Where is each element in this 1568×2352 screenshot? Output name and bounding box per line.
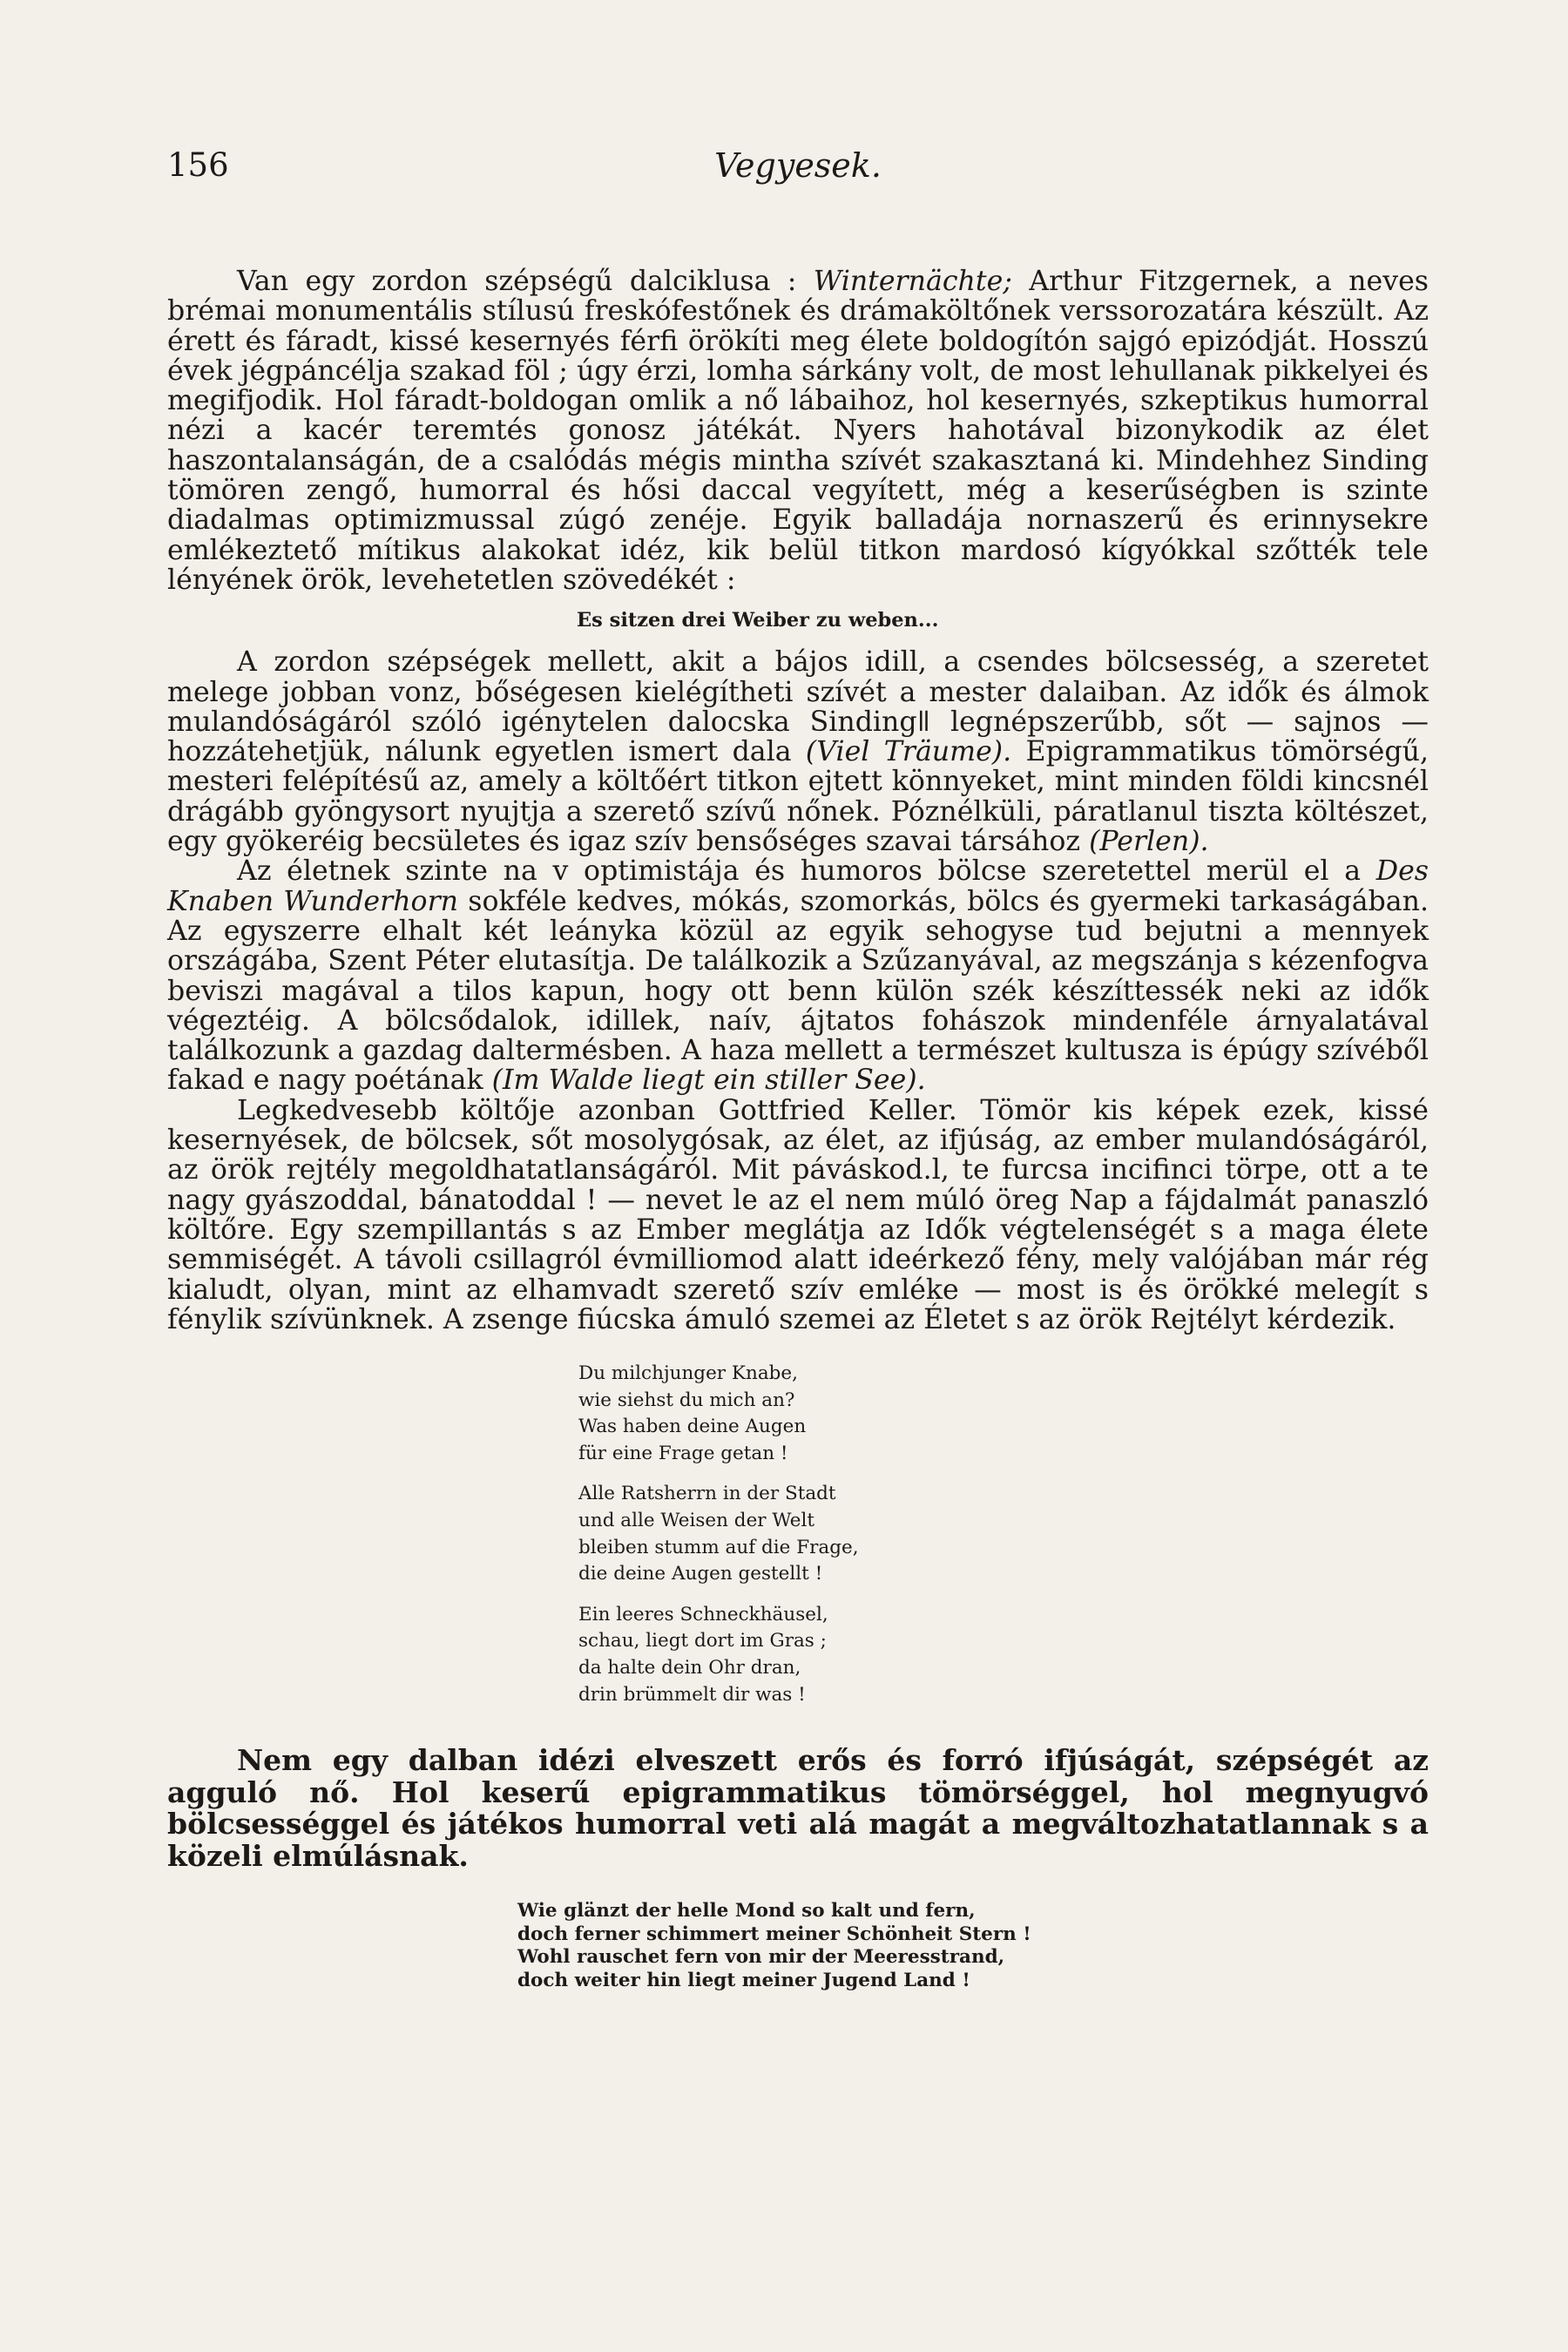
work-title: Des Knaben Wunderhorn — [167, 855, 1429, 917]
poem-line: drin brümmelt dir was ! — [578, 1683, 806, 1706]
poem-stanza — [578, 1361, 1429, 1467]
poem-line: doch weiter hin liegt meiner Jugend Land ! — [517, 1969, 970, 1991]
poem-line: doch ferner schimmert meiner Schönheit Stern ! — [517, 1923, 1031, 1945]
poem-line: für eine Frage getan ! — [578, 1442, 788, 1464]
quoted-verse-line: Es sitzen drei Weiber zu weben... — [577, 609, 939, 632]
paragraph-wunderhorn — [167, 856, 1429, 1095]
poem-line: Wie glänzt der helle Mond so kalt und fern, — [517, 1900, 976, 1923]
page-body — [167, 267, 1429, 1992]
running-title: Vegyesek. — [714, 146, 882, 185]
poem-line: Ein leeres Schneckhäusel, — [578, 1603, 828, 1625]
poem-line: Was haben deine Augen — [578, 1416, 807, 1438]
paragraph-idyll — [167, 647, 1429, 856]
work-title: (Viel Träume). — [805, 736, 1012, 768]
paragraph-text: A zordon szépségek mellett, akit a bájos idill, a csendes bölcsesség, a szeretet melege jobban vonz, bőségesen kielégítheti szívét a mester dalaiban. Az idők és álmok mulandóságáról szóló igénytelen dalocska Sindingǁ legnépszerűbb, sőt — sajnos — hozzátehetjük, nálunk egyetlen ismert dala — [167, 646, 1429, 768]
poem-line: Alle Ratsherrn in der Stadt — [578, 1483, 836, 1505]
paragraph-text: Van egy zordon szépségű dalciklusa : — [237, 266, 814, 297]
poem-line: bleiben stumm auf die Frage, — [578, 1536, 859, 1558]
paragraph-text: Epigrammatikus tömörségű, mesteri felépítésű az, amely a költőért titkon ejtett könnyeket, mint minden földi kincsnél drágább gyöngysort nyujtja a szerető szívű nőnek. Póznélküli, páratlanul tiszta költészet, egy gyökeréig becsületes és igaz szív bensőséges szavai társához — [167, 736, 1429, 858]
work-title: (Perlen). — [1089, 826, 1209, 858]
page-header — [167, 146, 1429, 199]
paragraph-text: sokféle kedves, mókás, szomorkás, bölcs és gyermeki tarkaságában. Az egyszerre elhalt két leányka közül az egyik sehogyse tud bejutni a mennyek országába, Szent Péter elutasítja. De találkozik a Szűzanyával, az megszánja s kézenfogva beviszi magával a tilos kapun, hogy ott benn külön szék készíttessék neki az idők végeztéig. A bölcsődalok, idillek, naív, ájtatos fohászok mindenféle árnyalatával találkozunk a gazdag daltermésben. A haza mellett a természet kultusza is épúgy szívéből fakad e nagy poétának — [167, 885, 1429, 1097]
paragraph-text: Arthur Fitzgernek, a neves brémai monumentális stílusú freskófestőnek és drámaköltőnek verssorozatára készült. Az érett és fáradt, kissé kesernyés férfi örökíti meg élete boldogítón sajgó epizódját. Hosszú évek jégpáncélja szakad föl ; úgy érzi, lomha sárkány volt, de most lehullanak pikkelyei és megifjodik. Hol fáradt-boldogan omlik a nő lábaihoz, hol kesernyés, szkeptikus humorral nézi a kacér teremtés gonosz játékát. Nyers hahotával bizonykodik az élet haszontalanságán, de a csalódás mégis mintha szívét szakasztaná ki. Mindehhez Sinding tömören zengő, humorral és hősi daccal vegyített, még a keserűségben is szinte diadalmas optimizmussal zúgó zenéje. Egyik balladája nornaszerű és erinnysekre emlékeztető mítikus alakokat idéz, kik belül titkon mardosó kígyókkal szőtték tele lényének örök, levehetetlen szövedékét : — [167, 266, 1429, 596]
poem-line: und alle Weisen der Welt — [578, 1510, 814, 1532]
work-title: (Im Walde liegt ein stiller See). — [491, 1064, 926, 1097]
poem-stanza — [578, 1481, 1429, 1587]
poem-line: Wohl rauschet fern von mir der Meeresstrand, — [517, 1946, 1005, 1969]
paragraph-sinding-winternachte — [167, 267, 1429, 595]
paragraph-aging-woman: Nem egy dalban idézi elveszett erős és forró ifjúságát, szépségét az agguló nő. Hol keserű epigrammatikus tömörséggel, hol megnyugvó bölcsességgel és játékos humorral veti alá magát a megváltozhatatlannak s a közeli elmúlásnak. — [167, 1743, 1429, 1873]
poem-stanza — [578, 1602, 1429, 1708]
poem-line: Du milchjunger Knabe, — [578, 1362, 798, 1385]
poem-line: schau, liegt dort im Gras ; — [578, 1630, 827, 1652]
paragraph-text: Az életnek szinte na v optimistája és humoros bölcse szeretettel merül el a — [237, 855, 1376, 888]
poem-line: da halte dein Ohr dran, — [578, 1657, 801, 1680]
poem-moon — [517, 1900, 1429, 1992]
work-title: Winternächte; — [813, 266, 1012, 297]
poem-line: die deine Augen gestellt ! — [578, 1563, 823, 1585]
poem-line: wie siehst du mich an? — [578, 1389, 795, 1411]
poem-keller — [578, 1361, 1429, 1708]
paragraph-keller: Legkedvesebb költője azonban Gottfried Keller. Tömör kis képek ezek, kissé kesernyések, de bölcsek, sőt mosolygósak, az élet, az ifjúság, az ember mulandóságáról, az örök rejtély megoldhatatlanságáról. Mit páváskod.l, te furcsa incifinci törpe, ott a te nagy gyászoddal, bánatoddal ! — nevet le az el nem múló öreg Nap a fájdalmát panaszló költőre. Egy szempillantás s az Ember meglátja az Idők végtelenségét s a maga élete semmiségét. A távoli csillagról évmilliomod alatt ideérkező fény, mely valójában már rég kialudt, olyan, mint az elhamvadt szerető szív emléke — most is és örökké melegít s fénylik szívünknek. A zsenge fiúcska ámuló szemei az Életet s az örök Rejtélyt kérdezik. — [167, 1094, 1429, 1335]
page-number: 156 — [167, 146, 229, 184]
